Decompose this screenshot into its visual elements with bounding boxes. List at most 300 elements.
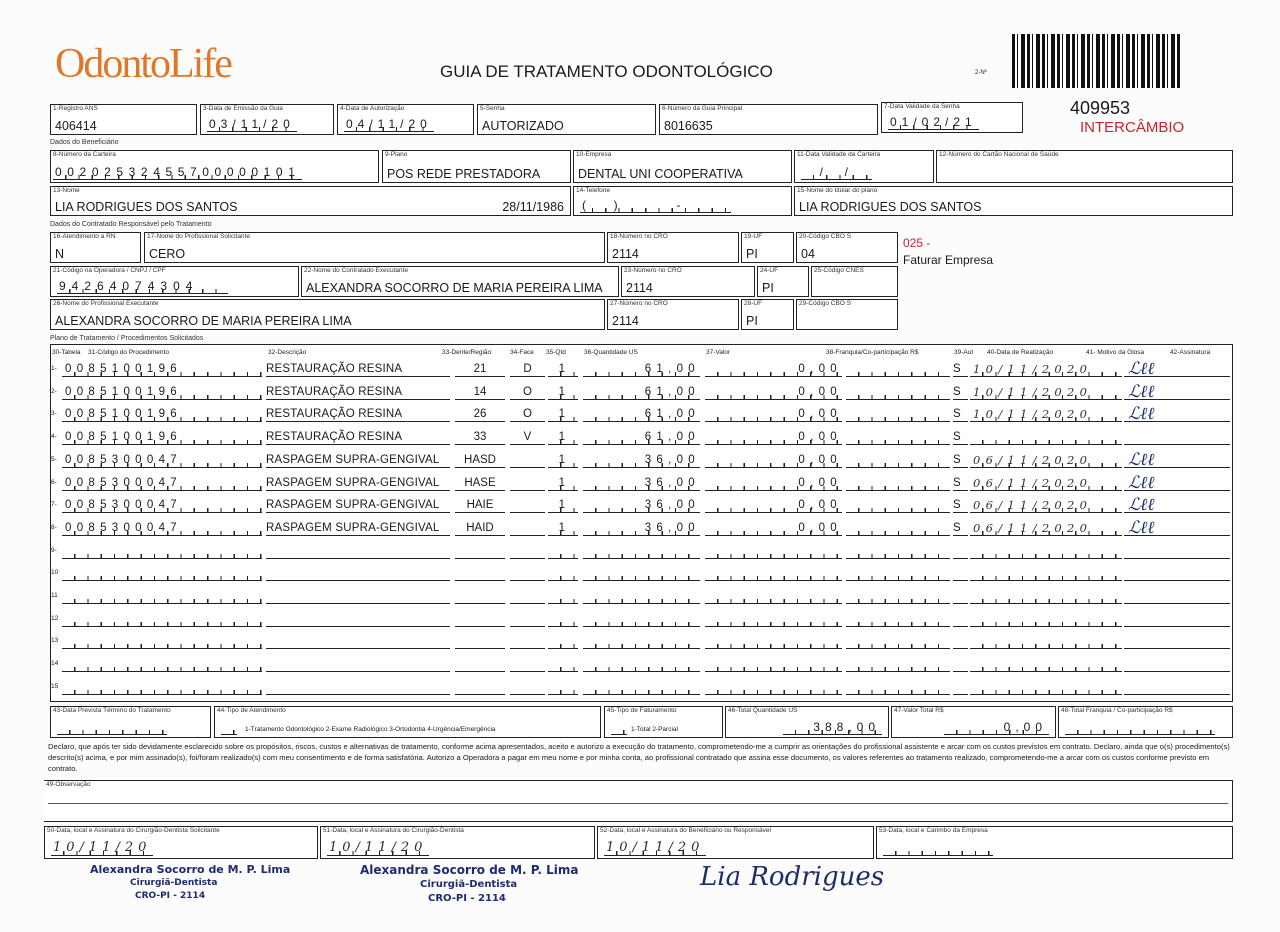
label: 10-Empresa — [576, 151, 612, 158]
checkbox[interactable] — [611, 722, 627, 735]
signature-cell — [1124, 634, 1230, 649]
barcode — [1012, 34, 1180, 88]
row-number: 9- — [51, 546, 57, 554]
checkbox[interactable] — [221, 722, 237, 735]
field-nome — [50, 186, 571, 216]
face-cell — [510, 544, 545, 559]
label: 24-UF — [760, 267, 779, 274]
initials-signature: ℒℓℓ — [1128, 495, 1155, 516]
valor-cell: 0,00 — [705, 362, 842, 377]
stamp-name-2: Alexandra Socorro de M. P. Lima — [360, 863, 579, 877]
qty-cell: 1 — [548, 430, 578, 445]
us-cell: 61,00 — [583, 430, 700, 445]
date-cell: 06/11/2020 — [970, 498, 1122, 513]
th-qtd: 35-Qtd — [546, 349, 566, 356]
description-cell: RESTAURAÇÃO RESINA — [266, 385, 450, 400]
valor-cell — [705, 566, 842, 581]
th-codigo: 31-Código do Procedimento — [88, 349, 169, 356]
date-cell: 06/11/2020 — [970, 453, 1122, 468]
code-cell: 0085100196 — [62, 385, 262, 400]
code-cell — [62, 566, 262, 581]
label: 28-UF — [744, 300, 763, 307]
us-cell: 61,00 — [583, 362, 700, 377]
value: 00202532455700000101 — [55, 165, 301, 179]
tooth-cell — [455, 544, 505, 559]
value: ALEXANDRA SOCORRO DE MARIA PEREIRA LIMA — [55, 314, 352, 328]
initials-signature: ℒℓℓ — [1128, 359, 1155, 379]
tooth-cell: 14 — [455, 385, 505, 400]
field-cnes — [811, 266, 898, 297]
value: 0,00 — [944, 720, 1049, 735]
field-atendimento-rn — [50, 232, 141, 263]
face-cell — [510, 657, 545, 672]
beneficiary-signature: Lia Rodrigues — [700, 862, 885, 892]
date: 10/11/20 — [606, 840, 705, 855]
franquia-cell — [846, 476, 950, 491]
face-cell: O — [510, 385, 545, 400]
label: 52-Data, local e Assinatura do Beneficiário ou Responsável — [600, 827, 771, 834]
description-cell — [266, 566, 450, 581]
franquia-cell — [846, 680, 950, 695]
label: 17-Nome do Profissional Solicitante — [147, 233, 250, 240]
options: 1-Tratamento Odontológico 2-Exame Radiológico 3-Ortodontia 4-Urgência/Emergência — [245, 726, 496, 733]
tooth-cell — [455, 680, 505, 695]
aut-cell: S — [953, 407, 968, 422]
signature-cell — [1124, 495, 1230, 516]
qty-cell: 1 — [548, 407, 578, 422]
label: 21-Código na Operadora / CNPJ / CPF — [53, 267, 166, 274]
note-text: Faturar Empresa — [903, 253, 994, 267]
franquia-cell — [846, 407, 950, 422]
field-validade-carteira — [794, 150, 934, 183]
face-cell — [510, 498, 545, 513]
label: 16-Atendimento a RN — [53, 233, 116, 240]
section-contratado: Dados do Contratado Responsável pelo Tratamento — [50, 221, 212, 228]
field-tipo-atendimento — [214, 706, 601, 738]
label: 5-Senha — [480, 105, 505, 112]
label: 11-Data Validade da Carteira — [797, 151, 881, 158]
label: 45-Tipo de Faturamento — [607, 707, 677, 714]
row-number: 1- — [51, 365, 57, 372]
field-assinatura-dentista — [320, 826, 595, 859]
valor-cell: 0,00 — [705, 453, 842, 468]
franquia-cell — [846, 521, 950, 536]
us-cell: 61,00 — [583, 385, 700, 400]
date-cell: 10/11/2020 — [970, 407, 1122, 422]
franquia-cell — [846, 612, 950, 627]
signature-cell — [1124, 449, 1230, 470]
value: CERO — [149, 247, 186, 261]
aut-cell: S — [953, 498, 968, 513]
tooth-cell — [455, 566, 505, 581]
tooth-cell: 26 — [455, 407, 505, 422]
declaration-text: Declaro, que após ter sido devidamente esclarecido sobre os propósitos, riscos, custos e alternativas de tratamento, conforme acima apresentados, aceito e autorizo a execução do tratamento, comprometendo-me a cumprir as orientações do profissional assistente e arcar com os custos previstos em contrato. Declaro, ainda que o(s) procedimento(s) descrito(s) acima, e por mim assinado(s), foi/foram realizado(s) com meu consentimento e de forma satisfatória. Autorizo a Operadora a pagar em meu nome e por minha conta, ao profissional contratado que assina esse documento, os valores referentes ao tratamento realizado, comprometendo-me a arcar com os custos conforme previsto em contrato. — [48, 742, 1230, 773]
us-cell: 36,00 — [583, 498, 700, 513]
face-cell — [510, 521, 545, 536]
franquia-cell — [846, 589, 950, 604]
label: 3-Data de Emissão da Guia — [203, 105, 283, 112]
code-cell — [62, 589, 262, 604]
birth-date: 28/11/1986 — [502, 200, 564, 214]
field-numero-carteira — [50, 150, 379, 183]
aut-cell — [953, 566, 968, 581]
row-number: 13 — [51, 637, 59, 645]
face-cell — [510, 476, 545, 491]
initials-signature: ℒℓℓ — [1128, 472, 1155, 493]
date-comb — [883, 843, 993, 856]
code-cell — [62, 612, 262, 627]
qty-cell — [548, 680, 578, 695]
signature-cell — [1124, 404, 1230, 425]
stamp-role-1: Cirurgiã-Dentista — [130, 878, 218, 888]
value: 2114 — [612, 247, 639, 261]
intercambio-tag: INTERCÂMBIO — [1080, 119, 1185, 136]
qty-cell: 1 — [548, 498, 578, 513]
franquia-cell — [846, 453, 950, 468]
code-cell: 0085300047 — [62, 498, 262, 513]
description-cell: RASPAGEM SUPRA-GENGIVAL — [266, 453, 450, 468]
franquia-cell — [846, 657, 950, 672]
value: 2114 — [626, 281, 653, 295]
field-plano — [382, 150, 571, 183]
th-tabela: 30-Tabela — [52, 349, 81, 356]
tooth-cell — [455, 657, 505, 672]
label: 9-Plano — [385, 151, 408, 158]
field-carimbo-empresa — [876, 826, 1233, 859]
valor-cell: 0,00 — [705, 407, 842, 422]
signature-cell — [1124, 657, 1230, 672]
label: 13-Nome — [53, 187, 80, 194]
th-valor: 37-Valor — [706, 349, 731, 356]
field-telefone — [573, 186, 792, 216]
franquia-cell — [846, 566, 950, 581]
th-assinatura: 42-Assinatura — [1170, 349, 1211, 356]
value: 04/11/20 — [346, 117, 432, 131]
us-cell: 36,00 — [583, 453, 700, 468]
tooth-cell: 21 — [455, 362, 505, 377]
label: 53-Data, local e Carimbo da Empresa — [879, 827, 988, 834]
value: PI — [746, 247, 758, 261]
label: 19-UF — [744, 233, 763, 240]
franquia-cell — [846, 498, 950, 513]
franquia-cell — [846, 385, 950, 400]
th-aut: 39-Aut — [954, 349, 974, 356]
th-data: 40-Data de Realização — [987, 349, 1054, 356]
tooth-cell: 33 — [455, 430, 505, 445]
franquia-cell — [846, 634, 950, 649]
value: LIA RODRIGUES DOS SANTOS — [55, 200, 238, 214]
signature-cell — [1124, 472, 1230, 493]
value: DENTAL UNI COOPERATIVA — [578, 167, 743, 181]
field-cbo-29 — [796, 299, 898, 330]
aut-cell — [953, 634, 968, 649]
qty-cell — [548, 589, 578, 604]
value: PI — [762, 281, 774, 295]
stamp-cro-2: CRO-PI - 2114 — [428, 893, 506, 904]
label: 4-Data de Autorização — [340, 105, 405, 112]
initials-signature: ℒℓℓ — [1128, 381, 1155, 402]
field-uf-24 — [757, 266, 809, 297]
us-cell: 36,00 — [583, 476, 700, 491]
code-cell — [62, 634, 262, 649]
face-cell: V — [510, 430, 545, 445]
value: ALEXANDRA SOCORRO DE MARIA PEREIRA LIMA — [306, 281, 603, 295]
field-cbo-20 — [796, 232, 898, 263]
description-cell: RESTAURAÇÃO RESINA — [266, 430, 450, 445]
qty-cell — [548, 566, 578, 581]
field-assinatura-beneficiario — [597, 826, 874, 859]
code-cell: 0085300047 — [62, 453, 262, 468]
description-cell: RASPAGEM SUPRA-GENGIVAL — [266, 498, 450, 513]
signature-cell — [1124, 430, 1230, 445]
tooth-cell: HASD — [455, 453, 505, 468]
qty-cell: 1 — [548, 385, 578, 400]
valor-cell — [705, 544, 842, 559]
date-cell — [970, 657, 1122, 672]
aut-cell — [953, 657, 968, 672]
code-cell: 0085300047 — [62, 476, 262, 491]
odontolife-logo: OdontoLife — [55, 41, 231, 87]
date-cell — [970, 612, 1122, 627]
aut-cell — [953, 612, 968, 627]
row-number: 12 — [51, 614, 59, 622]
signature-cell — [1124, 381, 1230, 402]
aut-cell: S — [953, 385, 968, 400]
row-number: 11 — [51, 592, 58, 599]
field-senha — [477, 104, 656, 135]
label: 23-Número no CRO — [624, 267, 682, 274]
stamp-cro-1: CRO-PI - 2114 — [135, 891, 206, 901]
stamp-name-1: Alexandra Socorro de M. P. Lima — [90, 863, 291, 876]
label: 46-Total Quantidade US — [728, 707, 798, 714]
us-cell — [583, 544, 700, 559]
field-empresa — [573, 150, 792, 183]
date-cell: 06/11/2020 — [970, 476, 1122, 491]
code-cell: 0085100196 — [62, 430, 262, 445]
row-number: 4- — [51, 433, 57, 441]
field-cartao-nacional — [936, 150, 1233, 183]
description-cell — [266, 657, 450, 672]
tooth-cell: HAIE — [455, 498, 505, 513]
label: 6-Número da Guia Principal — [662, 105, 743, 112]
value: 04 — [801, 247, 815, 261]
value: 406414 — [55, 119, 97, 133]
face-cell — [510, 634, 545, 649]
date-cell — [970, 566, 1122, 581]
face-cell — [510, 566, 545, 581]
initials-signature: ℒℓℓ — [1128, 404, 1155, 425]
valor-cell — [705, 589, 842, 604]
field-valor-total — [891, 706, 1056, 738]
description-cell: RESTAURAÇÃO RESINA — [266, 362, 450, 377]
signature-cell — [1124, 517, 1230, 538]
us-cell — [583, 657, 700, 672]
page-title: GUIA DE TRATAMENTO ODONTOLÓGICO — [440, 62, 773, 81]
field-cro-18 — [607, 232, 739, 263]
label: 43-Data Prevista Término do Tratamento — [53, 707, 171, 714]
field-observacao[interactable] — [44, 780, 1233, 822]
row-number: 2- — [51, 387, 57, 395]
valor-cell: 0,00 — [705, 498, 842, 513]
th-glosa: 41- Motivo da Glosa — [1086, 349, 1145, 356]
franquia-cell — [846, 430, 950, 445]
tooth-cell — [455, 634, 505, 649]
value: PI — [746, 314, 758, 328]
date-cell — [970, 544, 1122, 559]
label: 44-Tipo de Atendimento — [217, 707, 286, 714]
initials-signature: ℒℓℓ — [1128, 449, 1155, 470]
label: 8-Número da Carteira — [53, 151, 116, 158]
valor-cell — [705, 634, 842, 649]
date-cell: 10/11/2020 — [970, 362, 1122, 377]
label: 26-Nome do Profissional Executante — [53, 300, 159, 307]
field-guia-principal — [659, 104, 878, 135]
franquia-cell — [846, 544, 950, 559]
face-cell — [510, 612, 545, 627]
label: 47-Valor Total R$ — [894, 707, 944, 714]
label: 15-Nome do titular do plano — [797, 187, 878, 194]
field-validade-senha — [881, 102, 1023, 133]
description-cell — [266, 680, 450, 695]
tooth-cell — [455, 589, 505, 604]
description-cell: RASPAGEM SUPRA-GENGIVAL — [266, 521, 450, 536]
field-tipo-faturamento — [604, 706, 723, 738]
qty-cell — [548, 544, 578, 559]
valor-cell: 0,00 — [705, 521, 842, 536]
date-cell — [970, 589, 1122, 604]
us-cell — [583, 680, 700, 695]
note-code: 025 - — [903, 236, 931, 250]
description-cell — [266, 589, 450, 604]
code-cell — [62, 544, 262, 559]
label: 14-Telefone — [576, 187, 610, 194]
aut-cell: S — [953, 430, 968, 445]
value: AUTORIZADO — [482, 119, 564, 133]
code-cell: 0085100196 — [62, 362, 262, 377]
face-cell — [510, 680, 545, 695]
description-cell — [266, 544, 450, 559]
description-cell: RASPAGEM SUPRA-GENGIVAL — [266, 476, 450, 491]
field-cro-23 — [621, 266, 755, 297]
face-cell: D — [510, 362, 545, 377]
aut-cell: S — [953, 453, 968, 468]
field-data-autorizacao — [337, 104, 474, 135]
th-us: 36-Quantidade US — [584, 349, 638, 356]
qty-cell: 1 — [548, 453, 578, 468]
value: 2114 — [612, 314, 639, 328]
valor-cell: 0,00 — [705, 430, 842, 445]
field-contratado-executante — [301, 266, 619, 297]
date: 10/11/20 — [53, 840, 152, 855]
date-cell — [970, 680, 1122, 695]
initials-signature: ℒℓℓ — [1128, 517, 1155, 538]
label: 49-Observação — [46, 781, 91, 788]
field-data-emissao — [200, 104, 334, 135]
qty-cell: 1 — [548, 521, 578, 536]
description-cell — [266, 634, 450, 649]
th-descricao: 32-Descrição — [268, 349, 307, 356]
row-number: 10 — [51, 569, 59, 577]
section-plano: Plano de Tratamento / Procedimentos Solicitados — [50, 335, 204, 342]
aut-cell — [953, 680, 968, 695]
field-uf-28 — [741, 299, 794, 330]
date-comb — [57, 722, 167, 735]
qty-cell: 1 — [548, 476, 578, 491]
section-beneficiario: Dados do Beneficiário — [50, 139, 119, 146]
code-cell — [62, 680, 262, 695]
code-cell: 0085100196 — [62, 407, 262, 422]
th-face: 34-Face — [510, 349, 534, 356]
tooth-cell — [455, 612, 505, 627]
date-cell: 06/11/2020 — [970, 521, 1122, 536]
row-number: 3- — [51, 410, 57, 418]
row-number: 15 — [51, 682, 59, 690]
franquia-cell — [846, 362, 950, 377]
label: 7-Data Validade da Senha — [884, 103, 960, 110]
date-cell — [970, 430, 1122, 445]
row-number: 14 — [51, 660, 59, 668]
value: 01/02/21 — [890, 115, 977, 129]
value: / / — [803, 165, 870, 179]
value: 94264074304 — [59, 279, 227, 293]
valor-cell — [705, 657, 842, 672]
valor-cell — [705, 612, 842, 627]
date: 10/11/20 — [329, 840, 428, 855]
face-cell — [510, 589, 545, 604]
date-cell: 10/11/2020 — [970, 385, 1122, 400]
field-codigo-operadora — [50, 266, 299, 297]
label: 50-Data, local e Assinatura do Cirurgião-Dentista Solicitante — [47, 827, 220, 834]
signature-cell — [1124, 680, 1230, 695]
qty-cell — [548, 634, 578, 649]
field-profissional-solicitante — [144, 232, 605, 263]
guide-number: 409953 — [1070, 98, 1131, 118]
label: 51-Data, local e Assinatura do Cirurgião-Dentista — [323, 827, 464, 834]
label: 1-Registro ANS — [53, 105, 98, 112]
field-uf-19 — [741, 232, 794, 263]
field-cro-27 — [607, 299, 739, 330]
qty-cell: 1 — [548, 362, 578, 377]
th-dente: 33-Dente/Região — [442, 349, 492, 356]
description-cell: RESTAURAÇÃO RESINA — [266, 407, 450, 422]
label: 20-Código CBO S — [799, 233, 852, 240]
aut-cell: S — [953, 362, 968, 377]
field-total-us — [725, 706, 889, 738]
tooth-cell: HASE — [455, 476, 505, 491]
label: 12-Número do Cartão Nacional de Saúde — [939, 151, 1059, 158]
aut-cell: S — [953, 476, 968, 491]
label: 48-Total Franquia / Co-participação R$ — [1061, 707, 1173, 714]
signature-cell — [1124, 359, 1230, 379]
aut-cell: S — [953, 521, 968, 536]
us-cell — [583, 612, 700, 627]
signature-cell — [1124, 566, 1230, 581]
signature-cell — [1124, 544, 1230, 559]
us-cell: 61,00 — [583, 407, 700, 422]
date-cell — [970, 634, 1122, 649]
label: 25-Código CNES — [814, 267, 864, 274]
us-cell — [583, 566, 700, 581]
value: 03/11/20 — [209, 117, 295, 131]
value: LIA RODRIGUES DOS SANTOS — [799, 200, 982, 214]
qty-cell — [548, 657, 578, 672]
row-number: 5- — [51, 455, 57, 463]
field-profissional-executante — [50, 299, 605, 330]
label: 27-Número no CRO — [610, 300, 668, 307]
row-number: 8- — [51, 523, 57, 531]
code-cell: 0085300047 — [62, 521, 262, 536]
aut-cell — [953, 544, 968, 559]
